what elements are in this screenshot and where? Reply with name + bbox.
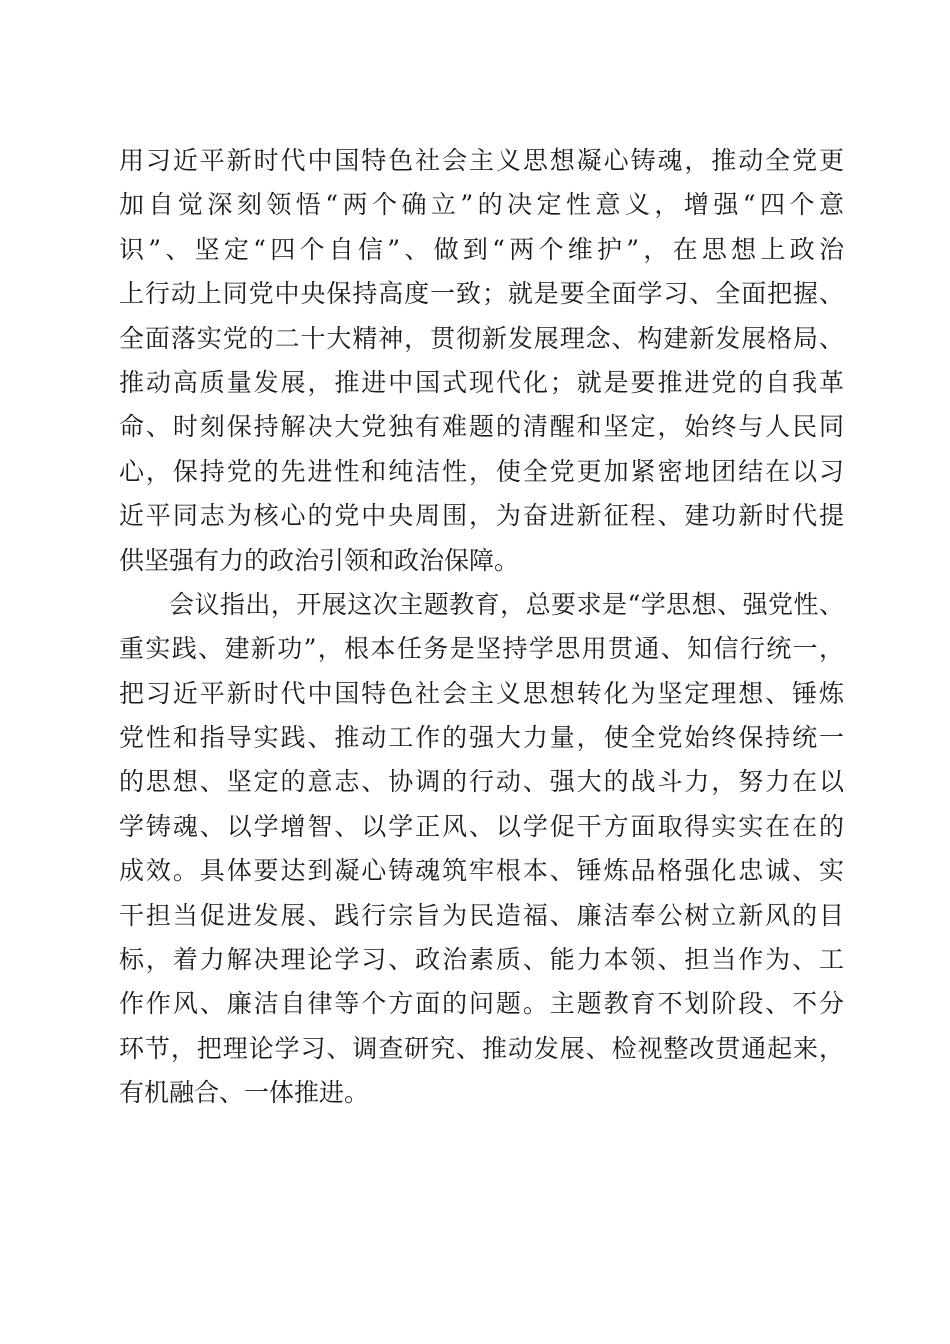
text-line: 全面落实党的二十大精神，贯彻新发展理念、构建新发展格局、 xyxy=(119,323,844,353)
text-line: 重实践、建新功”，根本任务是坚持学思用贯通、知信行统一， xyxy=(119,634,844,664)
text-line: 环节，把理论学习、调查研究、推动发展、检视整改贯通起来， xyxy=(119,1033,844,1063)
text-line: 党性和指导实践、推动工作的强大力量，使全党始终保持统一 xyxy=(119,723,844,753)
text-line: 成效。具体要达到凝心铸魂筑牢根本、锤炼品格强化忠诚、实 xyxy=(119,856,844,886)
paragraph-1 xyxy=(119,139,844,583)
paragraph-2 xyxy=(119,583,844,1116)
text-line: 推动高质量发展，推进中国式现代化；就是要推进党的自我革 xyxy=(119,367,844,397)
text-line: 供坚强有力的政治引领和政治保障。 xyxy=(119,545,520,575)
text-line: 的思想、坚定的意志、协调的行动、强大的战斗力，努力在以 xyxy=(119,767,844,797)
text-line: 心，保持党的先进性和纯洁性，使全党更加紧密地团结在以习 xyxy=(119,456,844,486)
text-line: 会议指出，开展这次主题教育，总要求是“学思想、强党性、 xyxy=(169,589,844,619)
text-line: 把习近平新时代中国特色社会主义思想转化为坚定理想、锤炼 xyxy=(119,678,844,708)
document-body xyxy=(119,139,844,1116)
text-line: 干担当促进发展、践行宗旨为民造福、廉洁奉公树立新风的目 xyxy=(119,900,844,930)
text-line: 有机融合、一体推进。 xyxy=(119,1078,370,1108)
text-line: 近平同志为核心的党中央周围，为奋进新征程、建功新时代提 xyxy=(119,501,844,531)
text-line: 命、时刻保持解决大党独有难题的清醒和坚定，始终与人民同 xyxy=(119,412,844,442)
text-line: 作作风、廉洁自律等个方面的问题。主题教育不划阶段、不分 xyxy=(119,989,844,1019)
text-line: 用习近平新时代中国特色社会主义思想凝心铸魂，推动全党更 xyxy=(119,146,844,175)
text-line: 上行动上同党中央保持高度一致；就是要全面学习、全面把握、 xyxy=(119,279,844,309)
text-line: 加自觉深刻领悟“两个确立”的决定性意义，增强“四个意 xyxy=(119,190,844,220)
text-line: 识”、坚定“四个自信”、做到“两个维护”，在思想上政治 xyxy=(119,234,844,264)
text-line: 学铸魂、以学增智、以学正风、以学促干方面取得实实在在的 xyxy=(119,811,844,841)
text-line: 标，着力解决理论学习、政治素质、能力本领、担当作为、工 xyxy=(119,945,844,975)
